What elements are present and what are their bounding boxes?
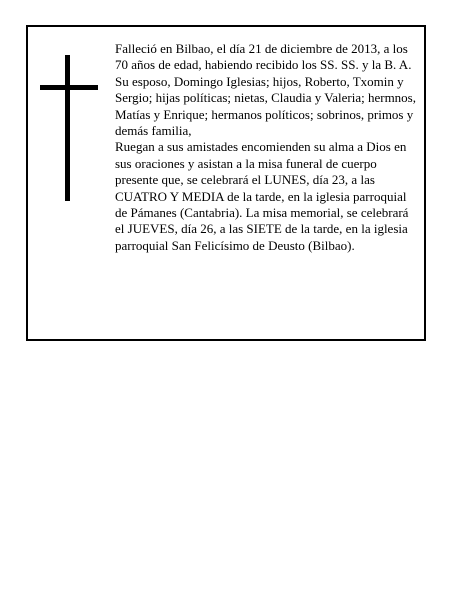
funeral-details: Ruegan a sus amistades encomienden su alma a Dios en sus oraciones y asistan a la misa funeral de cuerpo presente que, se celebrará el LUNES, día 23, a las CUATRO Y MEDIA de la tarde, en la iglesia parroquial de Pámanes (Cantabria). La misa memorial, se celebrará el JUEVES, día 26, a las SIETE de la tarde, en la iglesia parroquial San Felicísimo de Deusto (Bilbao). <box>115 139 409 253</box>
notice-text <box>115 41 420 254</box>
obituary-notice <box>26 25 426 341</box>
latin-cross-icon <box>40 55 98 201</box>
family-list: Su esposo, Domingo Iglesias; hijos, Roberto, Txomin y Sergio; hijas políticas; nietas, Claudia y Valeria; hermnos, Matías y Enrique; hermanos políticos; sobrinos, primos y demás familia, <box>115 73 416 139</box>
cross-horizontal-bar <box>40 85 98 90</box>
death-announcement: Falleció en Bilbao, el día 21 de diciembre de 2013, a los 70 años de edad, habiendo recibido los SS. SS. y la B. A. <box>115 41 412 73</box>
cross-vertical-bar <box>65 55 70 201</box>
